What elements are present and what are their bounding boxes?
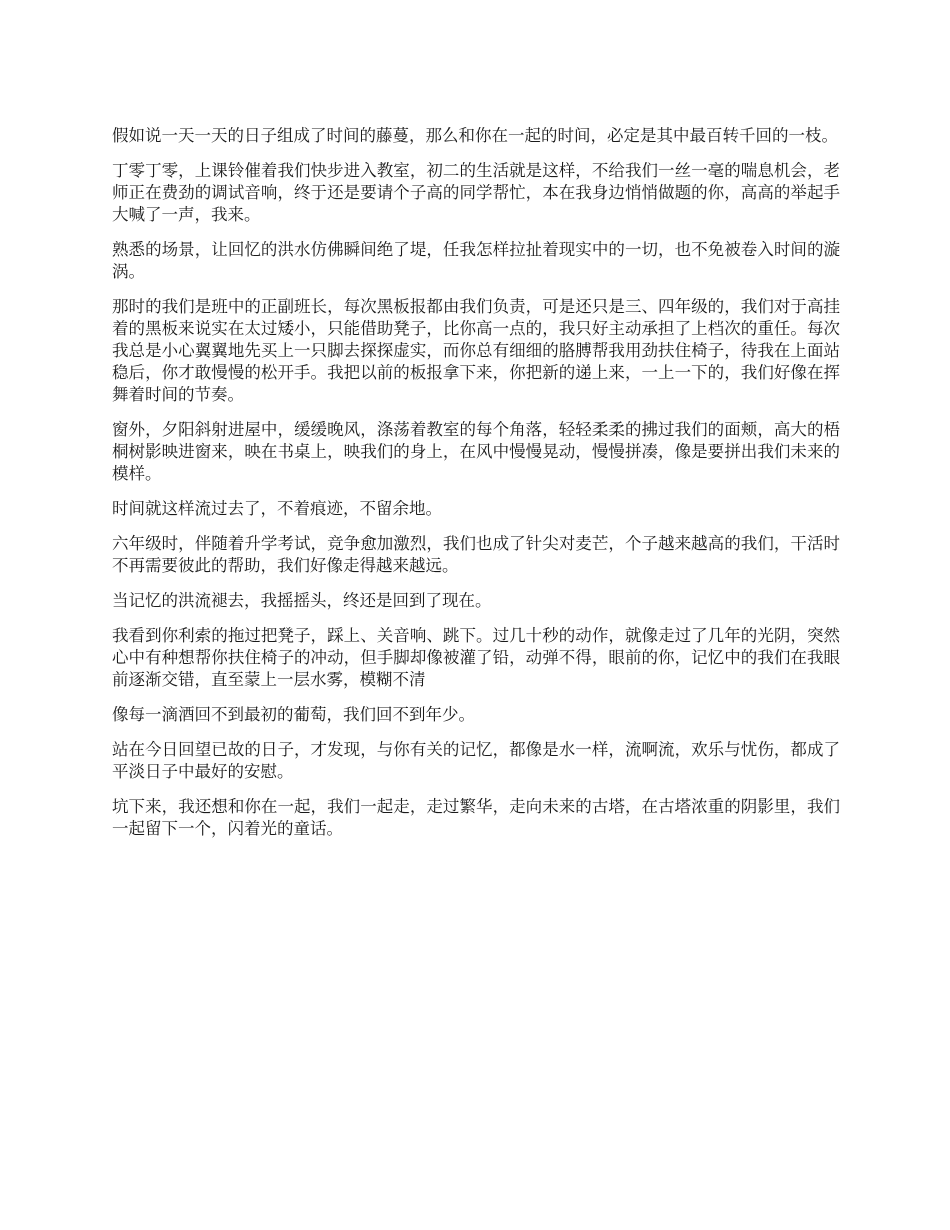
paragraph-7: 六年级时，伴随着升学考试，竞争愈加激烈，我们也成了针尖对麦芒，个子越来越高的我们，干活时不再需要彼此的帮助，我们好像走得越来越远。 bbox=[112, 534, 840, 575]
paragraph-5: 窗外，夕阳斜射进屋中，缓缓晚风，涤荡着教室的每个角落，轻轻柔柔的拂过我们的面颊，高大的梧桐树影映进窗来，映在书桌上，映我们的身上，在风中慢慢晃动，慢慢拼凑，像是要拼出我们未来的模样。 bbox=[112, 420, 840, 483]
paragraph-2: 丁零丁零，上课铃催着我们快步进入教室，初二的生活就是这样，不给我们一丝一毫的喘息机会，老师正在费劲的调试音响，终于还是要请个子高的同学帮忙，本在我身边悄悄做题的你，高高的举起手大喊了一声，我来。 bbox=[112, 161, 840, 224]
paragraph-4: 那时的我们是班中的正副班长，每次黑板报都由我们负责，可是还只是三、四年级的，我们对于高挂着的黑板来说实在太过矮小，只能借助凳子，比你高一点的，我只好主动承担了上档次的重任。每次我总是小心翼翼地先买上一只脚去探探虚实，而你总有细细的胳膊帮我用劲扶住椅子，待我在上面站稳后，你才敢慢慢的松开手。我把以前的板报拿下来，你把新的递上来，一上一下的，我们好像在挥舞着时间的节奏。 bbox=[112, 297, 840, 404]
paragraph-6: 时间就这样流过去了，不着痕迹，不留余地。 bbox=[112, 499, 442, 518]
paragraph-10: 像每一滴酒回不到最初的葡萄，我们回不到年少。 bbox=[112, 705, 475, 724]
paragraph-8: 当记忆的洪流褪去，我摇摇头，终还是回到了现在。 bbox=[112, 591, 492, 610]
paragraph-9: 我看到你利索的拖过把凳子，踩上、关音响、跳下。过几十秒的动作，就像走过了几年的光阴，突然心中有种想帮你扶住椅子的冲动，但手脚却像被灌了铅，动弹不得，眼前的你，记忆中的我们在我眼前逐渐交错，直至蒙上一层水雾，模糊不清 bbox=[112, 626, 840, 689]
paragraph-11: 站在今日回望已故的日子，才发现，与你有关的记忆，都像是水一样，流啊流，欢乐与忧伤，都成了平淡日子中最好的安慰。 bbox=[112, 740, 840, 781]
paragraph-1: 假如说一天一天的日子组成了时间的藤蔓，那么和你在一起的时间，必定是其中最百转千回的一枝。 bbox=[112, 126, 838, 145]
paragraph-3: 熟悉的场景，让回忆的洪水仿佛瞬间绝了堤，任我怎样拉扯着现实中的一切，也不免被卷入时间的漩涡。 bbox=[112, 240, 840, 281]
document-body bbox=[112, 125, 840, 853]
paragraph-12: 坑下来，我还想和你在一起，我们一起走，走过繁华，走向未来的古塔，在古塔浓重的阴影里，我们一起留下一个，闪着光的童话。 bbox=[112, 797, 840, 838]
